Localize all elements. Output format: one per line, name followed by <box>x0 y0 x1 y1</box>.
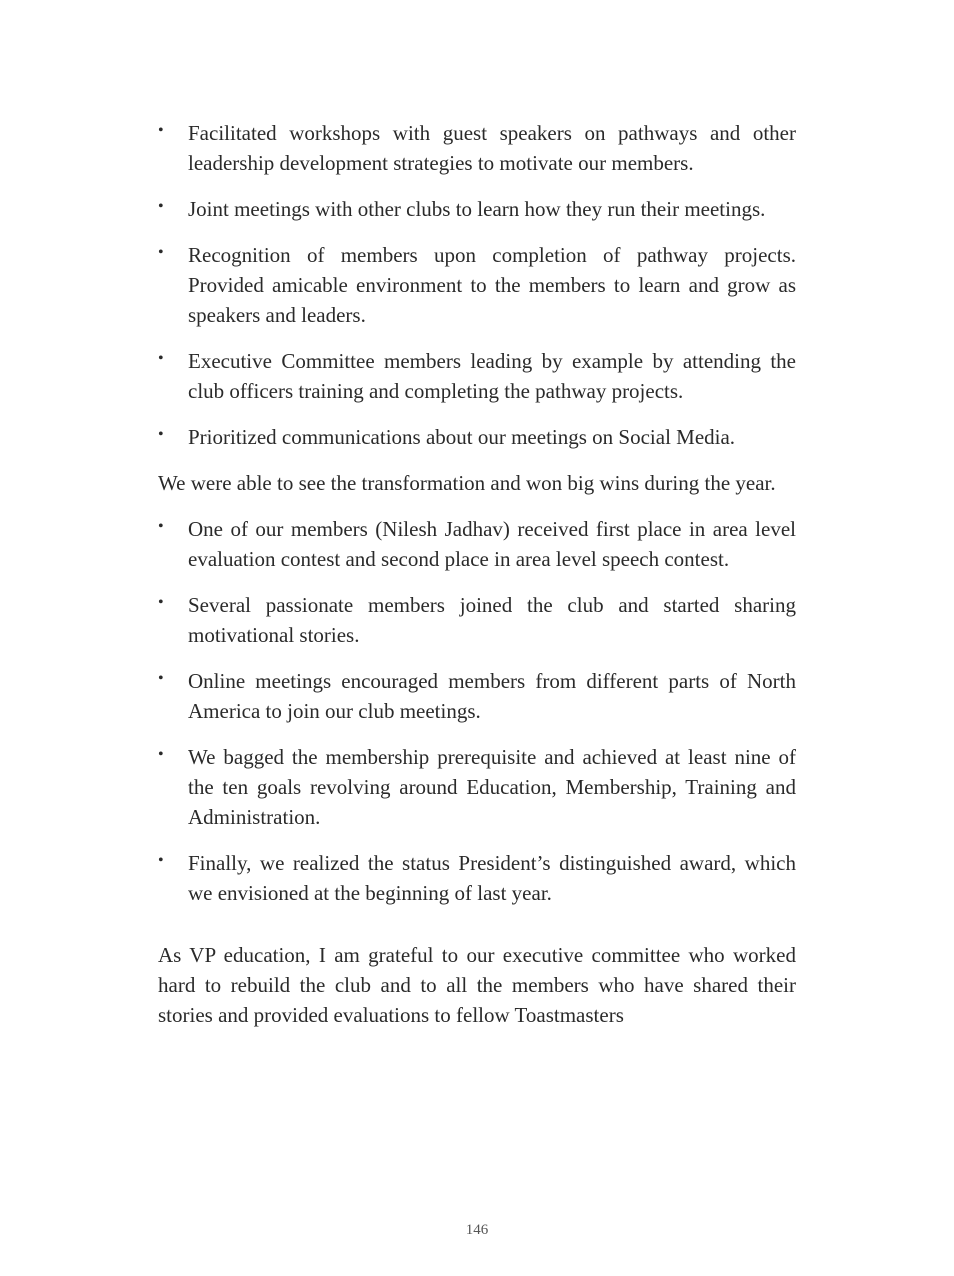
bullet-icon: • <box>158 122 164 139</box>
bullet-icon: • <box>158 426 164 443</box>
list-item-text: Finally, we realized the status President’s distinguished award, which we envisioned at the beginning of last year. <box>188 851 796 905</box>
list-item <box>158 742 796 832</box>
list-item <box>158 240 796 330</box>
list-item-text: Recognition of members upon completion of pathway projects. Provided amicable environment to the members to learn and grow as speakers and leaders. <box>188 243 796 327</box>
achievements-list <box>158 118 796 452</box>
closing-paragraph: As VP education, I am grateful to our executive committee who worked hard to rebuild the club and to all the members who have shared their stories and provided evaluations to fellow Toastmasters <box>158 943 796 1027</box>
page-number: 146 <box>465 1222 489 1238</box>
list-item <box>158 346 796 406</box>
list-item-text: Facilitated workshops with guest speakers on pathways and other leadership development strategies to motivate our members. <box>188 121 796 175</box>
bullet-icon: • <box>158 244 164 261</box>
transition-paragraph: We were able to see the transformation and won big wins during the year. <box>158 471 776 495</box>
list-item-text: We bagged the membership prerequisite and achieved at least nine of the ten goals revolving around Education, Membership, Training and Administration. <box>188 745 796 829</box>
list-item-text: Several passionate members joined the club and started sharing motivational stories. <box>188 593 796 647</box>
list-item <box>158 590 796 650</box>
list-item-text: Joint meetings with other clubs to learn how they run their meetings. <box>188 197 766 221</box>
bullet-icon: • <box>158 594 164 611</box>
list-item <box>158 194 796 224</box>
bullet-icon: • <box>158 198 164 215</box>
list-item-text: Executive Committee members leading by example by attending the club officers training and completing the pathway projects. <box>188 349 796 403</box>
wins-list <box>158 514 796 908</box>
list-item-text: Prioritized communications about our meetings on Social Media. <box>188 425 736 449</box>
list-item-text: One of our members (Nilesh Jadhav) received first place in area level evaluation contest and second place in area level speech contest. <box>188 517 796 571</box>
list-item <box>158 848 796 908</box>
list-item <box>158 118 796 178</box>
bullet-icon: • <box>158 746 164 763</box>
list-item-text: Online meetings encouraged members from different parts of North America to join our club meetings. <box>188 669 796 723</box>
bullet-icon: • <box>158 350 164 367</box>
list-item <box>158 514 796 574</box>
bullet-icon: • <box>158 518 164 535</box>
bullet-icon: • <box>158 670 164 687</box>
page-body <box>158 118 796 1030</box>
bullet-icon: • <box>158 852 164 869</box>
list-item <box>158 666 796 726</box>
list-item <box>158 422 796 452</box>
